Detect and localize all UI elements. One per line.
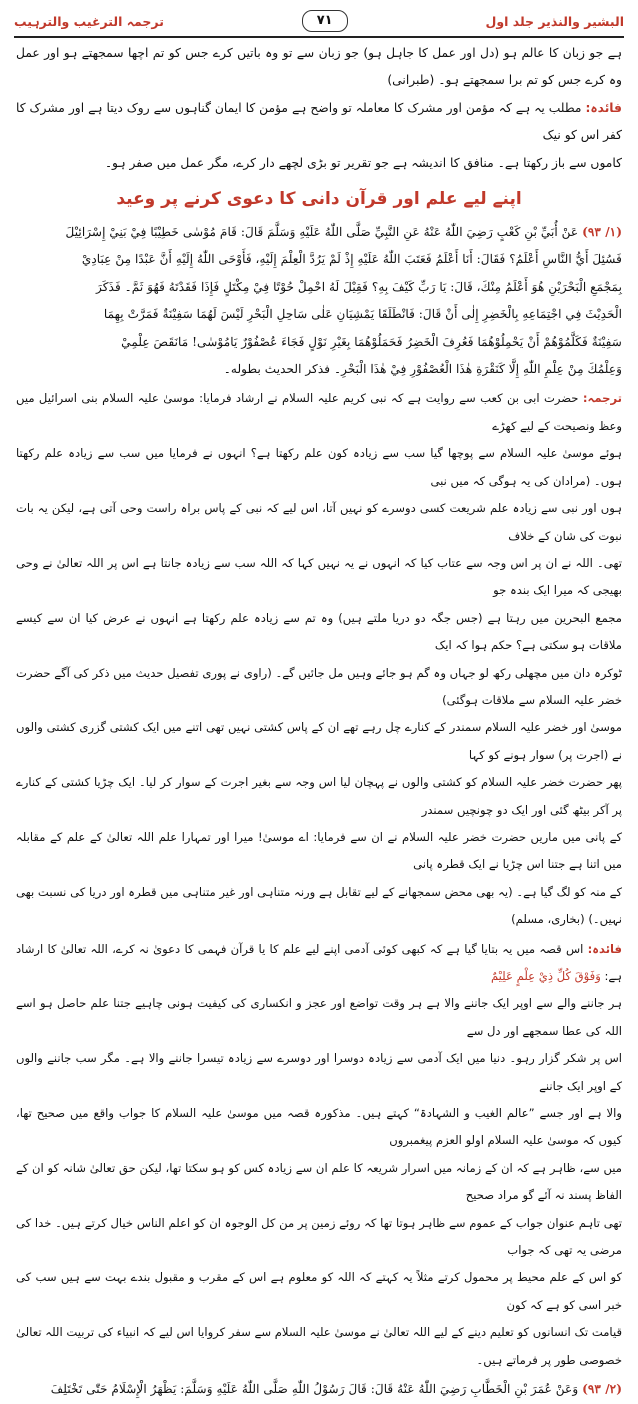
intro-line: کاموں سے باز رکھتا ہے۔ منافق کا اندیشہ ہے جو تقریر تو بڑی لچھے دار کرے، مگر عمل میں صفر ہو۔	[104, 155, 622, 170]
page-content	[16, 40, 623, 1397]
section-title: اپنے لیے علم اور قرآن دانی کا دعوی کرنے پر وعید	[116, 189, 522, 210]
tarjuma-label: ترجمہ:	[582, 391, 623, 406]
faida-line	[16, 936, 622, 991]
hadith-arabic-line	[16, 1376, 622, 1403]
translation-line: ہوئے موسیٰ علیہ السلام سے پوچھا گیا سب سے زیادہ کون علم رکھتا ہے؟ انہوں نے فرمایا میں سب سے زیادہ علم رکھتا ہوں۔ (مرادان کی یہ ہوگی کہ میں نبی	[16, 446, 622, 488]
translation-line: موسیٰ اور خضر علیہ السلام سمندر کے کنارے چل رہے تھے ان کے پاس کشتی نہیں تھی اتنے میں ایک کشتی گزری کشتی والوں نے (اجرت پر) سوار ہونے کو کہا	[16, 720, 622, 762]
hadith-arabic-line: وَعِلْمُكَ مِنْ عِلْمِ اللّٰهِ إِلَّا كَنَقْرَةِ هٰذَا الْعُصْفُوْرِ فِيْ هٰذَا الْبَحْرِ۔ فذكر الحديث بطوله۔	[223, 362, 622, 377]
header-book-title: البشیر والنذیر جلد اول	[485, 13, 624, 29]
faida-paragraph	[16, 95, 622, 150]
faida-label: فائدہ:	[585, 100, 622, 115]
hadith-number: (۱/ ۹۳)	[582, 225, 622, 240]
faida-line: قیامت تک انسانوں کو تعلیم دینے کے لیے اللہ تعالیٰ نے موسیٰ علیہ السلام سے سفر کروایا اس لیے کہ انبیاء کی تربیت اللہ تعالیٰ خصوصی طور پر فرماتے ہیں۔	[16, 1325, 622, 1367]
faida-text: اس قصہ میں یہ بتایا گیا ہے کہ کبھی کوئی آدمی اپنے لیے علم کا یا قرآن فہمی کا دعویٰ نہ کرے، اللہ تعالیٰ کا ارشاد ہے:	[16, 941, 622, 983]
intro-line: ہے جو زبان کا عالم ہو (دل اور عمل کا جاہل ہو) جو زبان سے تو وہ باتیں کرے جس کو تم اچھا سمجھتے ہو اور عمل وہ کرے جس کو تم برا سمجھتے ہو۔ (طبرانی)	[16, 46, 622, 88]
faida-line: کو اس کے علم محیط پر محمول کرتے مثلاً یہ کہتے کہ اللہ کو معلوم ہے اس کے مقرب و مقبول بندے بہت سے ہیں سب کی خبر اسی کو ہے کہ کون	[16, 1270, 622, 1312]
hadith-arabic-line: سَفِيْنَةٌ فَكَلَّمُوْهُمْ أَنْ يَحْمِلُوْهُمَا فَعُرِفَ الْخَضِرُ فَحَمَلُوْهُمَا بِغَيْرِ نَوْلٍ فَجَاءَ عُصْفُوْرٌ يَامُوْسٰى! مَانَقَصَ عِلْمِيْ	[121, 334, 622, 349]
translation-line: ہوں اور نبی سے زیادہ علم شریعت کسی دوسرے کو نہیں آتا، اس لیے کہ نبی کے پاس براہ راست وحی آتی ہے، لیکن یہ بات نبوت کی شان کے خلاف	[16, 501, 622, 543]
quran-quote: وَفَوْقَ كُلِّ ذِيْ عِلْمٍ عَلِيْمٌ	[490, 969, 601, 983]
hadith-arabic-text: وَعَنْ عُمَرَ بْنِ الْخَطَّابِ رَضِيَ اللّٰهُ عَنْهُ قَالَ: قَالَ رَسُوْلُ اللّٰهِ صَلَّى اللّٰهُ عَلَيْهِ وَسَلَّمَ: يَظْهَرُ الْإِسْلَامُ حَتّٰى تَخْتَلِفَ	[50, 1382, 579, 1397]
translation-text: حضرت ابی بن کعب سے روایت ہے کہ نبی کریم علیہ السلام نے ارشاد فرمایا: موسیٰ علیہ السلام بنی اسرائیل میں وعظ ونصیحت کے لیے کھڑے	[16, 391, 622, 433]
faida-line: اس پر شکر گزار رہو۔ دنیا میں ایک آدمی سے زیادہ دوسرا اور دوسرے سے زیادہ تیسرا جاننے والا ہے۔ مگر سب جاننے والوں کے اوپر ایک جاننے	[16, 1051, 622, 1093]
translation-line: مجمع البحرین میں رہتا ہے (جس جگہ دو دریا ملتے ہیں) وہ تم سے زیادہ علم رکھتا ہے انہوں نے عرض کیا ان سے کیسے ملاقات ہو سکتی ہے؟ حکم ہوا کہ ایک	[16, 610, 622, 653]
page-header	[14, 6, 624, 38]
hadith-arabic-line	[16, 219, 622, 246]
header-book-section: ترجمہ الترغیب والترہیب	[14, 13, 164, 29]
faida-block	[16, 936, 622, 1375]
faida-line: تھی تاہم عنوان جواب کے عموم سے ظاہر ہوتا تھا کہ روئے زمین پر من کل الوجوہ ان کو اعلم الناس خیال کرتے ہیں۔ خدا کی مرضی یہ تھی کہ جواب	[16, 1215, 622, 1258]
hadith-arabic-block	[16, 219, 622, 383]
translation-line: ٹوکرہ دان میں مچھلی رکھ لو جہاں وہ گم ہو جائے وہیں مل جائیں گے۔ (راوی نے پوری تفصیل حدیث میں ذکر کی آگے حضرت خضر علیہ السلام سے ملاقات ہوگئی)	[16, 665, 622, 707]
translation-line: کے منہ کو لگ گیا ہے۔ (یہ بھی محض سمجھانے کے لیے تقابل ہے ورنہ متناہی اور غیر متناہی میں قطرہ اور دریا کی نسبت بھی نہیں۔) (بخاری، مسلم)	[16, 884, 622, 927]
faida-label: فائدہ:	[587, 941, 622, 956]
faida-line: ہر جاننے والے سے اوپر ایک جاننے والا ہے ہر وقت تواضع اور عجز و انکساری کی کیفیت ہونی چاہیے جتنا علم حاصل ہو اسے اللہ کی عطا سمجھے اور دل سے	[16, 996, 622, 1038]
faida-text: مطلب یہ ہے کہ مؤمن اور مشرک کا معاملہ تو واضح ہے مؤمن کا ایمان گناہوں سے روک دیتا ہے اور مشرک کا کفر اس کو نیک	[16, 100, 622, 143]
translation-line: تھی۔ اللہ نے ان پر اس وجہ سے عتاب کیا کہ انہوں نے یہ نہیں کہا کہ اللہ سب سے زیادہ جانتا ہے اس پر اللہ تعالیٰ نے وحی بھیجی کہ میرا ایک بندہ جو	[16, 555, 622, 598]
faida-line: والا ہے اور جسے ”عالم الغیب و الشہادۃ“ کہتے ہیں۔ مذکورہ قصہ میں موسیٰ علیہ السلام کا جواب واقع میں صحیح تھا، کیوں کہ موسیٰ علیہ السلام اولو العزم پیغمبروں	[16, 1106, 622, 1148]
hadith-arabic-text: عَنْ أُبَيِّ بْنِ كَعْبٍ رَضِيَ اللّٰهُ عَنْهُ عَنِ النَّبِيِّ صَلَّى اللّٰهُ عَلَيْهِ وَسَلَّمَ قَالَ: قَامَ مُوْسٰى خَطِيْبًا فِيْ بَنِيْ إِسْرَائِيْلَ	[65, 225, 579, 240]
translation-line: کے پانی میں ماریں حضرت خضر علیہ السلام نے ان سے فرمایا: اے موسیٰ! میرا اور تمہارا علم اللہ تعالیٰ کے علم کے مقابلہ میں اتنا ہے جتنا اس چڑیا نے ایک قطرہ پانی	[16, 829, 622, 872]
faida-line: میں سے، ظاہر ہے کہ ان کے زمانہ میں اسرار شریعہ کا علم ان سے زیادہ کس کو ہو سکتا تھا، لیکن حق تعالیٰ شانہ کو ان کے الفاظ پسند نہ آئے گو مراد صحیح	[16, 1160, 622, 1203]
translation-line: پھر حضرت خضر علیہ السلام کو کشتی والوں نے پہچان لیا اس وجہ سے بغیر اجرت کے سوار کر لیا۔ ایک چڑیا کشتی کے کنارے پر آکر بیٹھ گئی اور ایک دو چونچیں سمندر	[16, 775, 622, 817]
translation-block	[16, 385, 622, 933]
hadith-arabic-line: بِمَجْمَعِ الْبَحْرَيْنِ هُوَ أَعْلَمُ مِنْكَ، قَالَ: يَا رَبِّ كَيْفَ بِهِ؟ فَقِيْلَ لَهُ احْمِلْ حُوْتًا فِيْ مِكْتَلٍ فَإِذَا فَقَدْتَهُ فَهُوَ ثَمَّ۔ فَذَكَرَ	[96, 279, 622, 294]
hadith-arabic-line: الْحَدِيْثَ فِي اجْتِمَاعِهِ بِالْخَضِرِ إِلٰى أَنْ قَالَ: فَانْطَلَقَا يَمْشِيَانِ عَلٰى سَاحِلِ الْبَحْرِ لَيْسَ لَهُمَا سَفِيْنَةٌ فَمَرَّتْ بِهِمَا	[103, 307, 622, 322]
hadith-number: (۲/ ۹۳)	[582, 1382, 622, 1397]
translation-line	[16, 385, 622, 440]
page-number: ۷۱	[302, 10, 348, 32]
hadith-arabic-line: فَسُئِلَ أَيُّ النَّاسِ أَعْلَمُ؟ فَقَالَ: أَنَا أَعْلَمُ فَعَتَبَ اللّٰهُ عَلَيْهِ إِذْ لَمْ يَرُدَّ الْعِلْمَ إِلَيْهِ، فَأَوْحَى اللّٰهُ إِلَيْهِ أَنَّ عَبْدًا مِنْ عِبَادِيْ	[81, 252, 622, 267]
